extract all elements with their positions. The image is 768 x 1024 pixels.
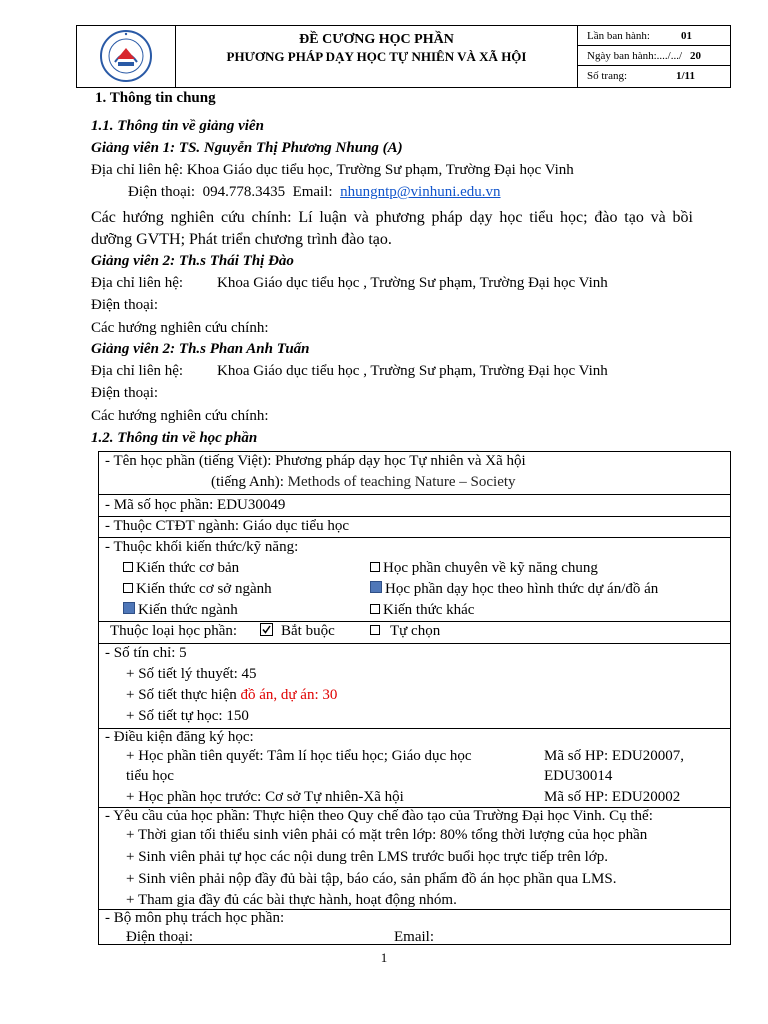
course-type-mandatory-label: Bắt buộc: [281, 623, 335, 639]
course-program: - Thuộc CTĐT ngành: Giáo dục tiểu học: [105, 518, 349, 534]
prereq-label: - Điều kiện đăng ký học:: [105, 729, 254, 745]
header-title-block: [176, 26, 578, 87]
checkbox-checked-icon[interactable]: [123, 602, 135, 614]
section-heading: 1. Thông tin chung: [95, 90, 216, 106]
lecturer-3-research: Các hướng nghiên cứu chính:: [91, 408, 269, 424]
theory-hours: + Số tiết lý thuyết: 45: [126, 666, 257, 682]
lecturer-1-research: Các hướng nghiên cứu chính: Lí luận và phương pháp dạy học tiểu học; đào tạo và bồi: [91, 209, 693, 226]
knowledge-other[interactable]: [370, 602, 474, 619]
document-header: [76, 25, 731, 88]
knowledge-general-skills[interactable]: [370, 560, 598, 577]
knowledge-project[interactable]: [370, 581, 658, 598]
page-number: 1: [380, 950, 388, 965]
knowledge-project-label: Học phần dạy học theo hình thức dự án/đồ án: [385, 581, 659, 597]
document-title: ĐỀ CƯƠNG HỌC PHẦN: [299, 32, 454, 47]
department-label: - Bộ môn phụ trách học phần:: [105, 910, 285, 926]
lecturer-2-research: Các hướng nghiên cứu chính:: [91, 320, 269, 336]
knowledge-basic[interactable]: [123, 560, 239, 577]
row-divider: [99, 621, 730, 622]
checkbox-unchecked-icon[interactable]: [370, 604, 380, 614]
vinh-university-seal-icon: [77, 26, 176, 87]
document-subtitle: PHƯƠNG PHÁP DẠY HỌC TỰ NHIÊN VÀ XÃ HỘI: [226, 49, 527, 64]
meta-value: 20: [690, 50, 701, 62]
course-type-mandatory[interactable]: [260, 623, 335, 640]
lecturer-1-phone: Điện thoại: 094.778.3435 Email:: [128, 184, 341, 200]
subsection-heading: 1.1. Thông tin về giảng viên: [91, 118, 264, 134]
checkbox-unchecked-icon[interactable]: [123, 562, 133, 572]
row-divider: [99, 494, 730, 495]
lecturer-2-phone: Điện thoại:: [91, 297, 159, 313]
knowledge-foundation[interactable]: [123, 581, 272, 598]
requirement-lms-study: + Sinh viên phải tự học các nội dung trên LMS trước buổi học trực tiếp trên lớp.: [126, 849, 608, 865]
course-name-en: Methods of teaching Nature – Society: [287, 474, 516, 490]
university-logo: [77, 26, 176, 87]
requirement-participation: + Tham gia đầy đủ các bài thực hành, hoạt động nhóm.: [126, 892, 457, 908]
prerequisite-courses-cont: tiểu học: [126, 768, 174, 784]
lecturer-3-phone: Điện thoại:: [91, 385, 159, 401]
row-divider: [99, 537, 730, 538]
meta-label: Ngày ban hành:..../.../: [587, 50, 683, 62]
prior-course-code: Mã số HP: EDU20002: [544, 789, 681, 805]
meta-value: 1/11: [676, 70, 695, 82]
knowledge-other-label: Kiến thức khác: [383, 602, 475, 618]
checkbox-checked-icon[interactable]: [370, 581, 382, 593]
prerequisite-code-cont: EDU30014: [544, 768, 613, 784]
knowledge-major[interactable]: [123, 602, 238, 619]
lecturer-1-address: Địa chỉ liên hệ: Khoa Giáo dục tiểu học, Trường Sư phạm, Trường Đại học Vinh: [91, 162, 574, 178]
requirements-label: - Yêu cầu của học phần: Thực hiện theo Quy chế đào tạo của Trường Đại học Vinh. Cụ thể:: [105, 808, 653, 824]
knowledge-general-skills-label: Học phần chuyên về kỹ năng chung: [383, 560, 598, 576]
course-type-label: Thuộc loại học phần:: [110, 623, 238, 639]
prerequisite-courses: + Học phần tiên quyết: Tâm lí học tiểu học; Giáo dục học: [126, 748, 472, 764]
requirement-submissions: + Sinh viên phải nộp đầy đủ bài tập, báo cáo, sản phẩm đồ án học phần qua LMS.: [126, 871, 617, 887]
checkbox-unchecked-icon[interactable]: [370, 625, 380, 635]
department-phone: Điện thoại:: [126, 929, 194, 945]
meta-label: Lần ban hành:: [587, 30, 650, 42]
meta-label: Số trang:: [587, 70, 628, 82]
course-name-en-row: [211, 474, 516, 491]
lecturer-1-research-cont: dưỡng GVTH; Phát triển chương trình đào tạo.: [91, 231, 392, 248]
meta-row-date: [578, 46, 730, 66]
knowledge-label: - Thuộc khối kiến thức/kỹ năng:: [105, 539, 299, 555]
course-name-en-label: (tiếng Anh):: [211, 474, 288, 490]
course-name-vi: - Tên học phần (tiếng Việt): Phương pháp dạy học Tự nhiên và Xã hội: [105, 453, 526, 469]
prerequisite-code: Mã số HP: EDU20007,: [544, 748, 685, 764]
checkbox-unchecked-icon[interactable]: [123, 583, 133, 593]
practice-hours-label: + Số tiết thực hiện: [126, 687, 241, 703]
lecturer-2-address-label: Địa chỉ liên hệ:: [91, 275, 184, 291]
self-study-hours: + Số tiết tự học: 150: [126, 708, 249, 724]
practice-hours-value: đồ án, dự án: 30: [240, 687, 338, 703]
checkbox-unchecked-icon[interactable]: [370, 562, 380, 572]
lecturer-3-address: Khoa Giáo dục tiểu học , Trường Sư phạm, Trường Đại học Vinh: [217, 363, 608, 379]
lecturer-3-address-label: Địa chỉ liên hệ:: [91, 363, 184, 379]
row-divider: [99, 516, 730, 517]
lecturer-3-name: Giảng viên 2: Th.s Phan Anh Tuấn: [91, 341, 310, 357]
knowledge-foundation-label: Kiến thức cơ sở ngành: [136, 581, 272, 597]
prior-course: + Học phần học trước: Cơ sở Tự nhiên-Xã hội: [126, 789, 404, 805]
knowledge-basic-label: Kiến thức cơ bản: [136, 560, 240, 576]
header-meta: [578, 26, 730, 87]
credits: - Số tín chỉ: 5: [105, 645, 187, 661]
meta-row-pages: [578, 66, 730, 86]
lecturer-1-email-link[interactable]: nhungntp@vinhuni.edu.vn: [340, 184, 501, 200]
department-email: Email:: [394, 929, 434, 945]
requirement-attendance: + Thời gian tối thiểu sinh viên phải có mặt trên lớp: 80% tổng thời lượng của học phần: [126, 827, 648, 843]
lecturer-1-name: Giảng viên 1: TS. Nguyễn Thị Phương Nhung (A): [91, 140, 403, 156]
meta-row-issue: [578, 26, 730, 46]
course-info-table: [98, 451, 731, 945]
course-code: - Mã số học phần: EDU30049: [105, 497, 286, 513]
course-type-elective[interactable]: [370, 623, 440, 640]
lecturer-2-address: Khoa Giáo dục tiểu học , Trường Sư phạm, Trường Đại học Vinh: [217, 275, 608, 291]
knowledge-major-label: Kiến thức ngành: [138, 602, 238, 618]
lecturer-2-name: Giảng viên 2: Th.s Thái Thị Đào: [91, 253, 294, 269]
practice-hours: [126, 687, 337, 704]
meta-value: 01: [681, 30, 692, 42]
checkbox-ticked-icon[interactable]: [260, 623, 273, 636]
row-divider: [99, 643, 730, 644]
subsection-heading: 1.2. Thông tin về học phần: [91, 430, 258, 446]
course-type-elective-label: Tự chọn: [390, 623, 441, 639]
lecturer-1-contact: [128, 184, 501, 201]
